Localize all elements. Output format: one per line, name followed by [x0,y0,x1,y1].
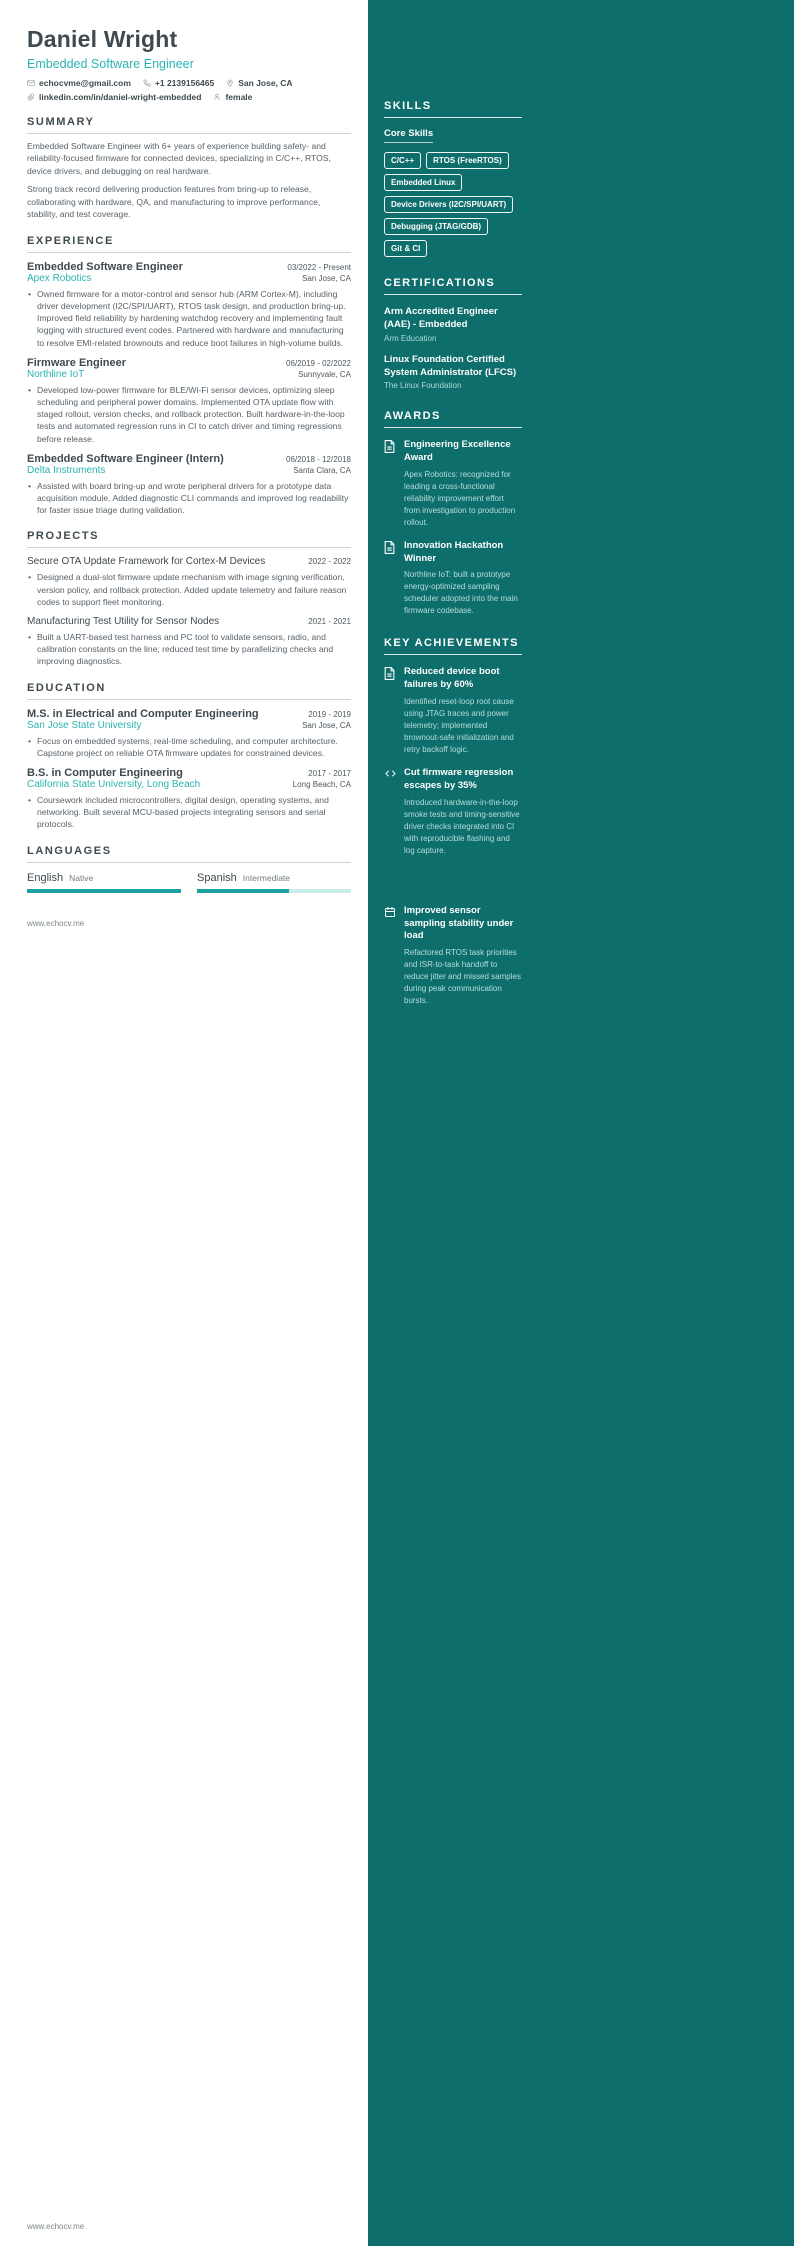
achievement-item [384,666,522,756]
language-level: Intermediate [242,872,291,883]
language-bar [197,889,351,893]
education-entry [27,767,351,831]
achievements-section [384,637,522,1007]
achievement-description: Refactored RTOS task priorities and ISR-to-task handoff to reduce jitter and missed samples during peak communication bursts. [404,948,521,1006]
award-item [384,439,522,529]
achievements-heading: KEY ACHIEVEMENTS [384,637,522,655]
education-section [27,682,351,831]
language-name: Spanish [197,871,237,884]
experience-section [27,235,351,517]
languages-heading: LANGUAGES [27,845,351,863]
experience-entry [27,453,351,517]
job-company: Northline IoT [27,368,85,380]
job-title: Embedded Software Engineer (Intern) [27,452,224,465]
school-location: Long Beach, CA [292,779,351,789]
certification-title: Linux Foundation Certified System Administrator (LFCS) [384,353,517,378]
achievement-description: Identified reset-loop root cause using JTAG traces and power telemetry; implemented brownout-safe initialization and retry backoff logic. [404,697,514,755]
summary-section [27,116,351,221]
awards-section [384,410,522,617]
education-heading: EDUCATION [27,682,351,700]
job-bullet: • Owned firmware for a motor-control and sensor hub (ARM Cortex-M), including driver development (I2C/SPI/UART), RTOS task design, and production bring-up. Improved field reliability by hardening watchdog recovery and implementing fault logging with structured event codes. Partnered with hardware and manufacturing to resolve EMI-related brownouts and reduce boot failures in high-volume builds. [27,288,351,349]
email-icon [27,79,35,87]
school-location: San Jose, CA [302,720,351,730]
code-icon [384,767,397,857]
language-item [27,872,181,893]
project-dates: 2021 - 2021 [308,616,351,626]
languages-section [27,845,351,893]
location-icon [226,79,234,87]
projects-section [27,530,351,667]
award-description: Northline IoT: built a prototype energy-optimized sampling scheduler adopted into the main firmware codebase. [404,570,518,616]
school-name: California State University, Long Beach [27,778,201,790]
school-name: San Jose State University [27,719,142,731]
job-title: Embedded Software Engineer [27,260,183,273]
skill-tag: Device Drivers (I2C/SPI/UART) [384,196,513,213]
candidate-title: Embedded Software Engineer [27,57,194,71]
degree-title: B.S. in Computer Engineering [27,766,183,779]
achievement-title: Reduced device boot failures by 60% [404,666,500,691]
sidebar [384,100,522,1007]
skills-section [384,100,522,257]
award-description: Apex Robotics: recognized for leading a cross-functional reliability improvement effort from investigation to production rollout. [404,469,516,527]
contact-phone[interactable] [143,78,214,88]
skills-heading: SKILLS [384,100,522,118]
language-bar-fill [197,889,289,893]
job-dates: 06/2019 - 02/2022 [286,358,351,368]
project-bullet: • Built a UART-based test harness and PC tool to validate sensors, radio, and calibration constants on the line; reduced test time by parallelizing checks and improving diagnostics. [27,631,351,668]
education-bullet: • Coursework included microcontrollers, digital design, operating systems, and networking. Built several MCU-based projects integrating sensors and serial protocols. [27,794,351,831]
skill-tag: Debugging (JTAG/GDB) [384,218,488,235]
job-bullet: • Developed low-power firmware for BLE/Wi-Fi sensor devices, optimizing sleep scheduling and peripheral power domains. Implemented OTA update flow with staged rollout, version checks, and rollback protection. Built hardware-in-the-loop tests and automated regression runs in CI to catch driver and timing regressions before release. [27,384,351,445]
certification-org: Arm Education [384,333,437,343]
footer-link[interactable]: www.echocv.me [27,2222,85,2231]
achievement-title: Improved sensor sampling stability under load [404,904,514,942]
achievement-title: Cut firmware regression escapes by 35% [404,767,514,791]
summary-heading: SUMMARY [27,116,351,134]
achievement-item [384,767,522,857]
job-location: Sunnyvale, CA [298,369,351,379]
certifications-heading: CERTIFICATIONS [384,277,522,295]
award-title: Engineering Excellence Award [404,439,511,463]
project-bullet: • Designed a dual-slot firmware update mechanism with image signing verification, version policy, and rollback protection. Added update telemetry and failure reason codes to support fleet monitoring. [27,571,351,608]
contact-linkedin[interactable] [27,92,201,102]
job-location: Santa Clara, CA [293,465,351,475]
certificate-icon [384,540,397,618]
header [27,26,351,102]
document-icon [384,666,397,756]
certificate-icon [384,439,397,529]
language-bar [27,889,181,893]
contact-location-text: San Jose, CA [238,78,293,88]
education-bullet: • Focus on embedded systems, real-time scheduling, and computer architecture. Capstone project on reliable OTA firmware updates for constrained devices. [27,735,351,759]
person-icon [213,93,221,101]
awards-heading: AWARDS [384,410,522,428]
job-title: Firmware Engineer [27,356,127,369]
certification-item [384,305,522,343]
link-icon [27,93,35,101]
job-dates: 03/2022 - Present [287,262,351,272]
contact-gender-text: female [225,92,253,102]
projects-heading: PROJECTS [27,530,351,548]
language-name: English [27,871,64,884]
summary-paragraph: Strong track record delivering production features from bring-up to release, collaborating with hardware, QA, and manufacturing to improve performance, stability, and test coverage. [27,184,321,220]
award-title: Innovation Hackathon Winner [404,539,504,564]
language-level: Native [69,872,94,883]
job-dates: 06/2018 - 12/2018 [286,454,351,464]
job-bullet: • Assisted with board bring-up and wrote peripheral drivers for a prototype data acquisition module. Added diagnostic CLI commands and improved log readability for faster issue triage during validation. [27,480,351,517]
achievement-description: Introduced hardware-in-the-loop smoke tests and timing-sensitive driver checks integrated into CI with reproducible flashing and log capture. [404,797,520,855]
certifications-section [384,277,522,390]
certification-org: The Linux Foundation [384,381,462,391]
education-entry [27,708,351,759]
candidate-name: Daniel Wright [27,26,178,52]
education-dates: 2017 - 2017 [308,768,351,778]
experience-heading: EXPERIENCE [27,235,351,253]
achievement-item [384,905,522,1007]
calendar-icon [384,905,397,1007]
contact-row [27,78,351,102]
award-item [384,540,522,618]
contact-email-text[interactable]: echocvme@gmail.com [39,78,131,88]
skill-tag: Git & CI [384,240,427,257]
main-column [27,26,351,931]
footer-link[interactable]: www.echocv.me [27,918,85,928]
summary-paragraph: Embedded Software Engineer with 6+ years of experience building safety- and reliability-focused firmware for connected devices, specializing in C/C++, RTOS, device drivers, and debugging on real hardware. [27,141,331,176]
project-dates: 2022 - 2022 [308,557,351,567]
skill-tags [384,152,522,257]
skill-tag: C/C++ [384,152,421,169]
skills-group-label: Core Skills [384,128,433,143]
certification-item [384,353,522,391]
project-title: Secure OTA Update Framework for Cortex-M Devices [27,556,266,568]
job-company: Delta Instruments [27,464,106,476]
contact-linkedin-text[interactable]: linkedin.com/in/daniel-wright-embedded [39,92,202,102]
contact-phone-text[interactable]: +1 2139156465 [154,78,215,88]
project-entry [27,616,351,668]
contact-location [226,78,292,88]
skill-tag: RTOS (FreeRTOS) [426,152,509,169]
project-entry [27,556,351,608]
phone-icon [143,79,151,87]
contact-email[interactable] [27,78,131,88]
experience-entry [27,357,351,445]
degree-title: M.S. in Electrical and Computer Engineering [27,707,259,720]
skill-tag: Embedded Linux [384,174,462,191]
job-company: Apex Robotics [27,272,92,284]
certification-title: Arm Accredited Engineer (AAE) - Embedded [384,306,498,331]
job-location: San Jose, CA [302,273,351,283]
contact-gender [213,92,252,102]
project-title: Manufacturing Test Utility for Sensor Nodes [27,615,220,627]
experience-entry [27,261,351,349]
language-item [197,872,351,893]
language-bar-fill [27,889,181,893]
education-dates: 2019 - 2019 [308,709,351,719]
